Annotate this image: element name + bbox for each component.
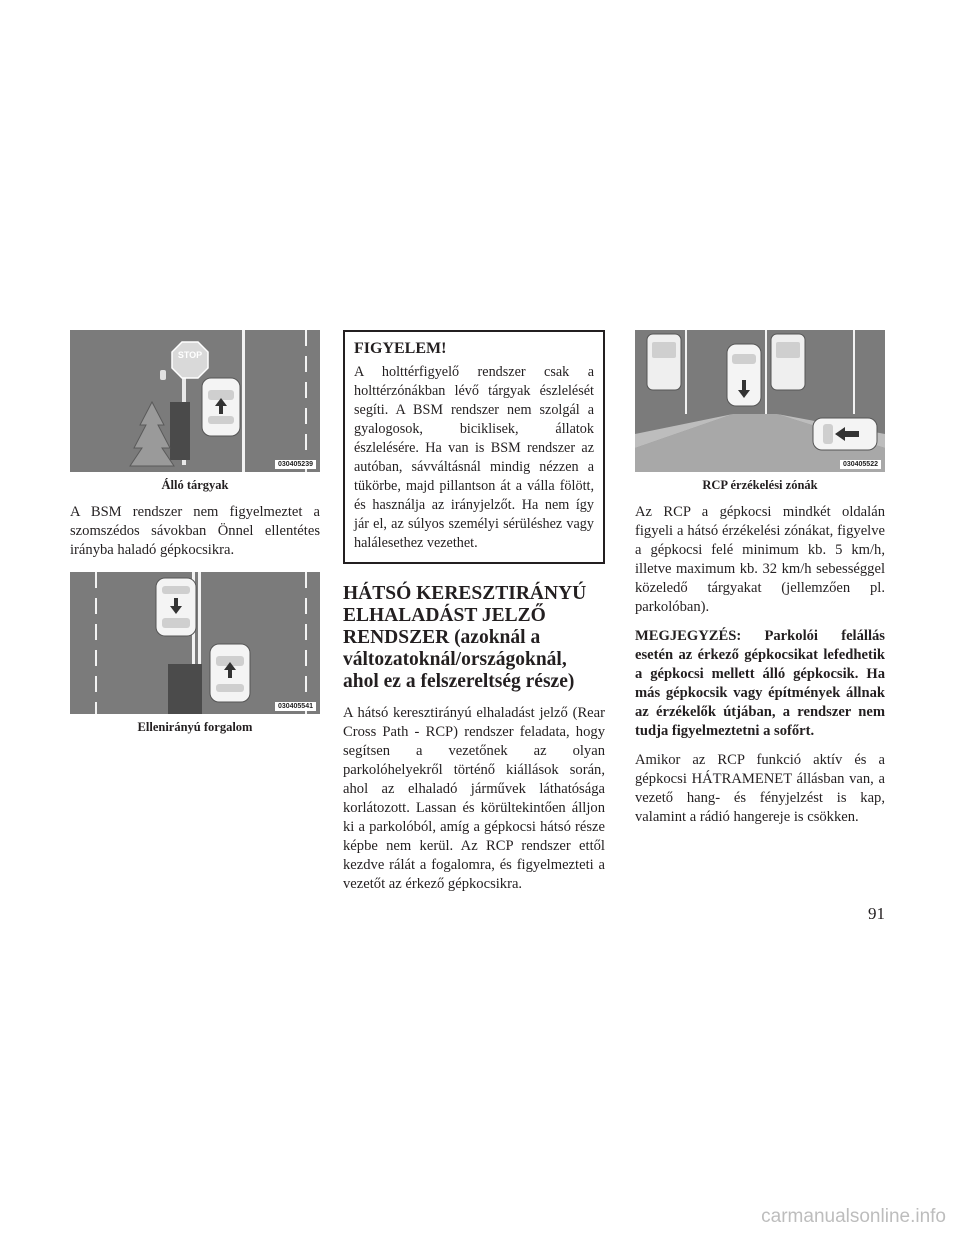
figure-code: 030405522 xyxy=(840,460,881,469)
figure-caption: Álló tárgyak xyxy=(161,478,229,492)
warning-text: A holttérfigyelő rendszer csak a holttérzónákban lévő tárgyak észlelését segíti. A BSM rendszer nem szolgál a gyalogosok, biciklisek, állatok észlelésére. Ha van is BSM rendszer az autóban, sávváltásnál mindig nézzen a tükörbe, majd pillantson át a válla fölött, és használja az irányjelzőt. Ha nem így jár el, az súlyos személyi sérüléshez vagy halálesethez vezethet. xyxy=(354,364,594,551)
opposing-traffic-illustration xyxy=(70,572,320,714)
figure-caption: RCP érzékelési zónák xyxy=(702,478,818,492)
note-paragraph: MEGJEGYZÉS: Parkolói felállás esetén az érkező gépkocsikat lefedhetik a gépkocsi mellett álló gépkocsik. Ha más gépkocsik vagy építmények állnak az érzékelők útjában, a rendszer nem tudja figyelmeztetni a sofőrt. xyxy=(635,628,885,739)
figure-code: 030405541 xyxy=(275,702,316,711)
paragraph: A BSM rendszer nem figyelmeztet a szomszédos sávokban Önnel ellentétes irányba haladó gépkocsikra. xyxy=(70,504,320,558)
page-number: 91 xyxy=(868,904,885,923)
paragraph: Az RCP a gépkocsi mindkét oldalán figyeli a hátsó érzékelési zónákat, figyelve a gépkocsi felé minimum kb. 5 km/h, illetve maximum kb. 32 km/h sebességgel közeledő tárgyakat (jellemzően pl. parkolóban). xyxy=(635,504,885,615)
section-heading: HÁTSÓ KERESZTIRÁNYÚ ELHALADÁST JELZŐ RENDSZER (azoknál a változatoknál/országoknál, ahol ez a felszereltség része) xyxy=(343,583,587,692)
watermark: carmanualsonline.info xyxy=(761,1206,946,1227)
opposing-traffic-figure xyxy=(70,572,320,714)
right-column xyxy=(635,330,885,827)
warning-title: FIGYELEM! xyxy=(354,340,447,357)
stop-sign-label: STOP xyxy=(177,350,203,360)
paragraph: Amikor az RCP funkció aktív és a gépkocsi HÁTRAMENET állásban van, a vezető hang- és fényjelzést is kap, valamint a rádió hangereje is csökken. xyxy=(635,752,885,825)
left-column xyxy=(70,330,320,745)
figure-caption: Ellenirányú forgalom xyxy=(137,720,253,734)
stationary-objects-figure xyxy=(70,330,320,472)
middle-column xyxy=(343,330,605,894)
rcp-zones-figure xyxy=(635,330,885,472)
rcp-zones-illustration xyxy=(635,330,885,472)
paragraph: A hátsó keresztirányú elhaladást jelző (Rear Cross Path - RCP) rendszer feladata, hogy segítsen a vezetőnek az olyan parkolóhelyekről történő kiállások során, ahol az elhaladó járművek láthatósága korlátozott. Lassan és körültekintően álljon ki a parkolóból, amíg a gépkocsi hátsó része képbe nem kerül. Az RCP rendszer ettől kezdve rálát a fogalomra, és figyelmezteti a vezetőt az érkező gépkocsikra. xyxy=(343,705,605,892)
warning-box xyxy=(343,330,605,564)
figure-code: 030405239 xyxy=(275,460,316,469)
